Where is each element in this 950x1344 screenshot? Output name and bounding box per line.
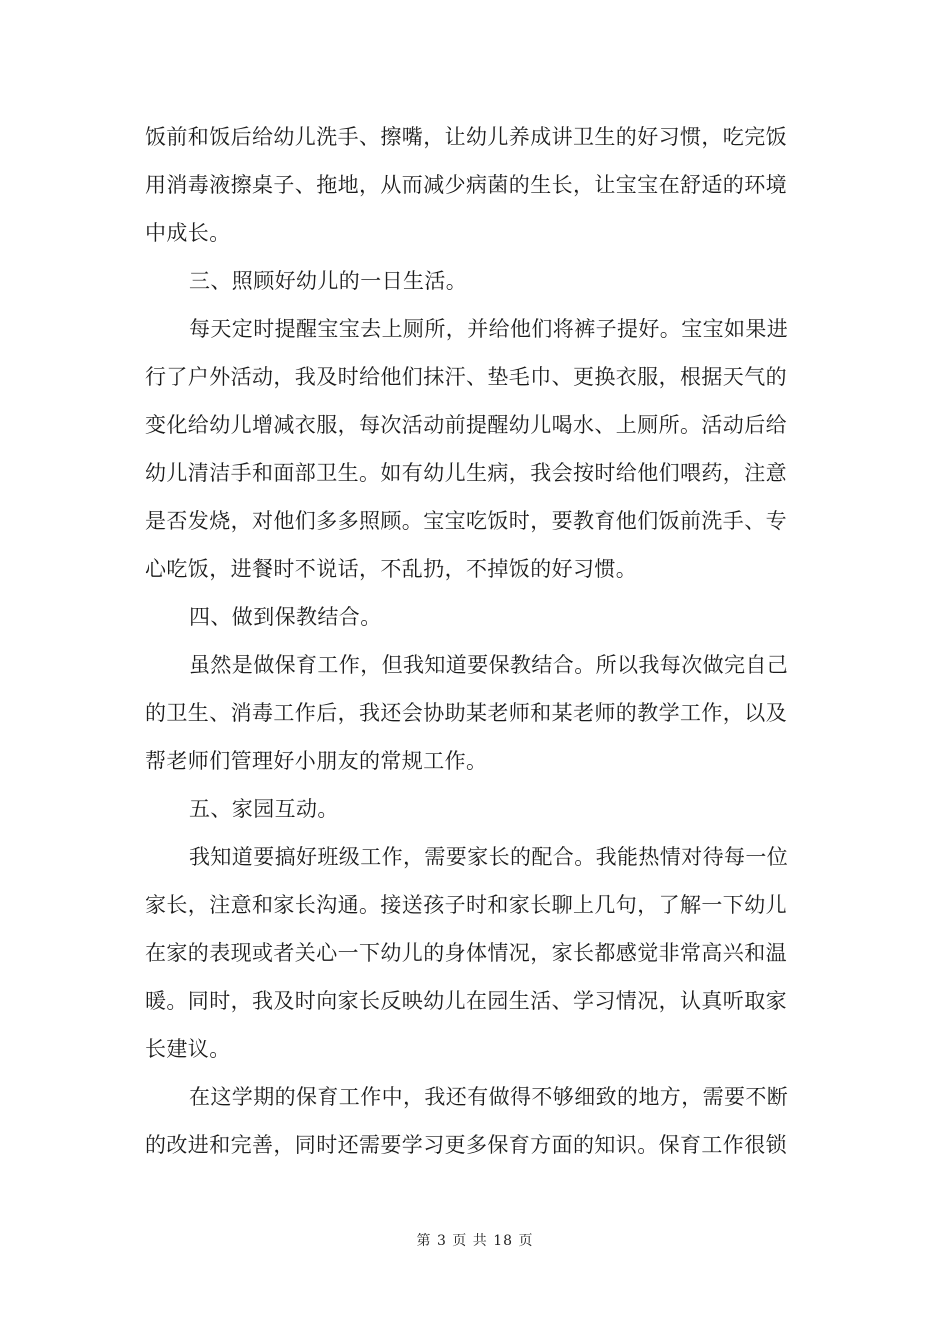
text-line: 心吃饭，进餐时不说话，不乱扔，不掉饭的好习惯。 [145, 557, 638, 581]
text-line: 每天定时提醒宝宝去上厕所，并给他们将裤子提好。宝宝如果进 [189, 317, 789, 341]
text-line: 在这学期的保育工作中，我还有做得不够细致的地方，需要不断 [189, 1085, 789, 1109]
text-line: 暖。同时，我及时向家长反映幼儿在园生活、学习情况，认真听取家 [145, 989, 787, 1013]
text-line: 的卫生、消毒工作后，我还会协助某老师和某老师的教学工作，以及 [145, 701, 787, 725]
text-line: 的改进和完善，同时还需要学习更多保育方面的知识。保育工作很锁 [145, 1133, 787, 1157]
text-line: 行了户外活动，我及时给他们抹汗、垫毛巾、更换衣服，根据天气的 [145, 365, 787, 389]
page-footer: 第 3 页 共 18 页 [416, 1233, 534, 1249]
text-line: 长建议。 [145, 1037, 231, 1061]
text-line: 中成长。 [145, 221, 231, 245]
text-line: 是否发烧，对他们多多照顾。宝宝吃饭时，要教育他们饭前洗手、专 [145, 509, 787, 533]
document-body [145, 117, 807, 1173]
text-line: 在家的表现或者关心一下幼儿的身体情况，家长都感觉非常高兴和温 [145, 941, 787, 965]
text-line: 四、做到保教结合。 [189, 605, 382, 629]
text-line: 饭前和饭后给幼儿洗手、擦嘴，让幼儿养成讲卫生的好习惯，吃完饭 [145, 125, 787, 149]
text-line: 幼儿清洁手和面部卫生。如有幼儿生病，我会按时给他们喂药，注意 [145, 461, 787, 485]
text-line: 五、家园互动。 [189, 797, 339, 821]
text-line: 用消毒液擦桌子、拖地，从而减少病菌的生长，让宝宝在舒适的环境 [145, 173, 787, 197]
text-line: 家长，注意和家长沟通。接送孩子时和家长聊上几句，了解一下幼儿 [145, 893, 787, 917]
text-line: 三、照顾好幼儿的一日生活。 [189, 269, 468, 293]
text-line: 虽然是做保育工作，但我知道要保教结合。所以我每次做完自己 [189, 653, 789, 677]
text-line: 我知道要搞好班级工作，需要家长的配合。我能热情对待每一位 [189, 845, 789, 869]
text-line: 帮老师们管理好小朋友的常规工作。 [145, 749, 488, 773]
text-line: 变化给幼儿增减衣服，每次活动前提醒幼儿喝水、上厕所。活动后给 [145, 413, 787, 437]
